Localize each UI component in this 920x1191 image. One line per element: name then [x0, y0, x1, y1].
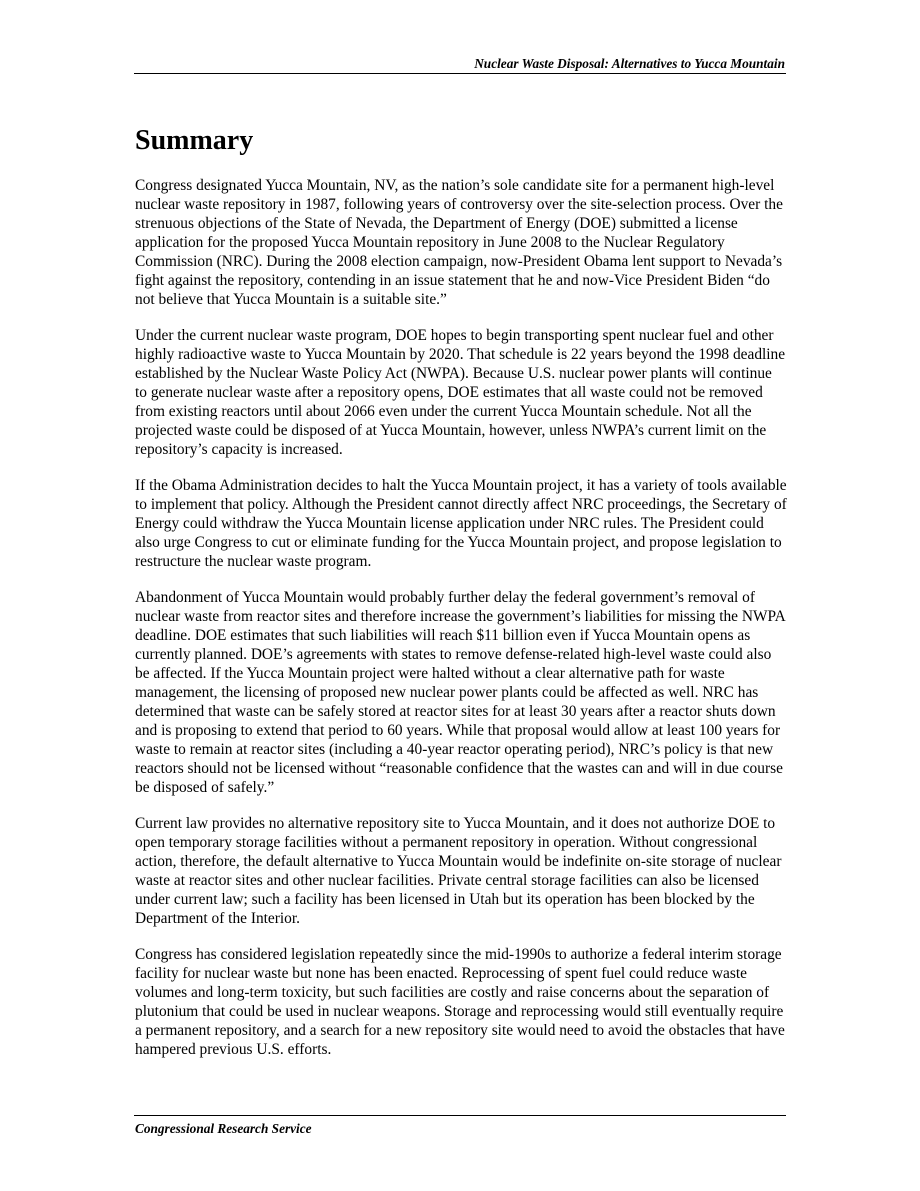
summary-body	[135, 176, 787, 1076]
footer-divider	[134, 1115, 786, 1116]
footer-source: Congressional Research Service	[135, 1121, 312, 1136]
section-heading: Summary	[135, 125, 254, 156]
running-header-title: Nuclear Waste Disposal: Alternatives to Yucca Mountain	[474, 56, 785, 71]
summary-paragraph-4: Abandonment of Yucca Mountain would probably further delay the federal government’s removal of nuclear waste from reactor sites and therefore increase the government’s liabilities for missing the NWPA deadline. DOE estimates that such liabilities will reach $11 billion even if Yucca Mountain opens as currently planned. DOE’s agreements with states to remove defense-related high-level waste could also be affected. If the Yucca Mountain project were halted without a clear alternative path for waste management, the licensing of proposed new nuclear power plants could be affected as well. NRC has determined that waste can be safely stored at reactor sites for at least 30 years after a reactor shuts down and is proposing to extend that period to 60 years. While that proposal would allow at least 100 years for waste to remain at reactor sites (including a 40-year reactor operating period), NRC’s policy is that new reactors should not be licensed without “reasonable confidence that the wastes can and will in due course be disposed of safely.”	[135, 589, 785, 796]
summary-paragraph-3: If the Obama Administration decides to halt the Yucca Mountain project, it has a variety of tools available to implement that policy. Although the President cannot directly affect NRC proceedings, the Secretary of Energy could withdraw the Yucca Mountain license application under NRC rules. The President could also urge Congress to cut or eliminate funding for the Yucca Mountain project, and propose legislation to restructure the nuclear waste program.	[135, 477, 787, 570]
summary-paragraph-6: Congress has considered legislation repeatedly since the mid-1990s to authorize a federal interim storage facility for nuclear waste but none has been enacted. Reprocessing of spent fuel could reduce waste volumes and long-term toxicity, but such facilities are costly and raise concerns about the separation of plutonium that could be used in nuclear weapons. Storage and reprocessing would still eventually require a permanent repository, and a search for a new repository site would need to avoid the obstacles that have hampered previous U.S. efforts.	[135, 946, 785, 1058]
summary-paragraph-5: Current law provides no alternative repository site to Yucca Mountain, and it does not authorize DOE to open temporary storage facilities without a permanent repository in operation. Without congressional action, therefore, the default alternative to Yucca Mountain would be indefinite on-site storage of nuclear waste at reactor sites and other nuclear facilities. Private central storage facilities can also be licensed under current law; such a facility has been licensed in Utah but its operation has been blocked by the Department of the Interior.	[135, 815, 782, 927]
summary-paragraph-1: Congress designated Yucca Mountain, NV, as the nation’s sole candidate site for a permanent high-level nuclear waste repository in 1987, following years of controversy over the site-selection process. Over the strenuous objections of the State of Nevada, the Department of Energy (DOE) submitted a license application for the proposed Yucca Mountain repository in June 2008 to the Nuclear Regulatory Commission (NRC). During the 2008 election campaign, now-President Obama lent support to Nevada’s fight against the repository, contending in an issue statement that he and now-Vice President Biden “do not believe that Yucca Mountain is a suitable site.”	[135, 177, 783, 308]
summary-paragraph-2: Under the current nuclear waste program, DOE hopes to begin transporting spent nuclear fuel and other highly radioactive waste to Yucca Mountain by 2020. That schedule is 22 years beyond the 1998 deadline established by the Nuclear Waste Policy Act (NWPA). Because U.S. nuclear power plants will continue to generate nuclear waste after a repository opens, DOE estimates that all waste could not be removed from existing reactors until about 2066 even under the current Yucca Mountain schedule. Not all the projected waste could be disposed of at Yucca Mountain, however, unless NWPA’s current limit on the repository’s capacity is increased.	[135, 327, 786, 458]
header-divider	[134, 73, 786, 74]
